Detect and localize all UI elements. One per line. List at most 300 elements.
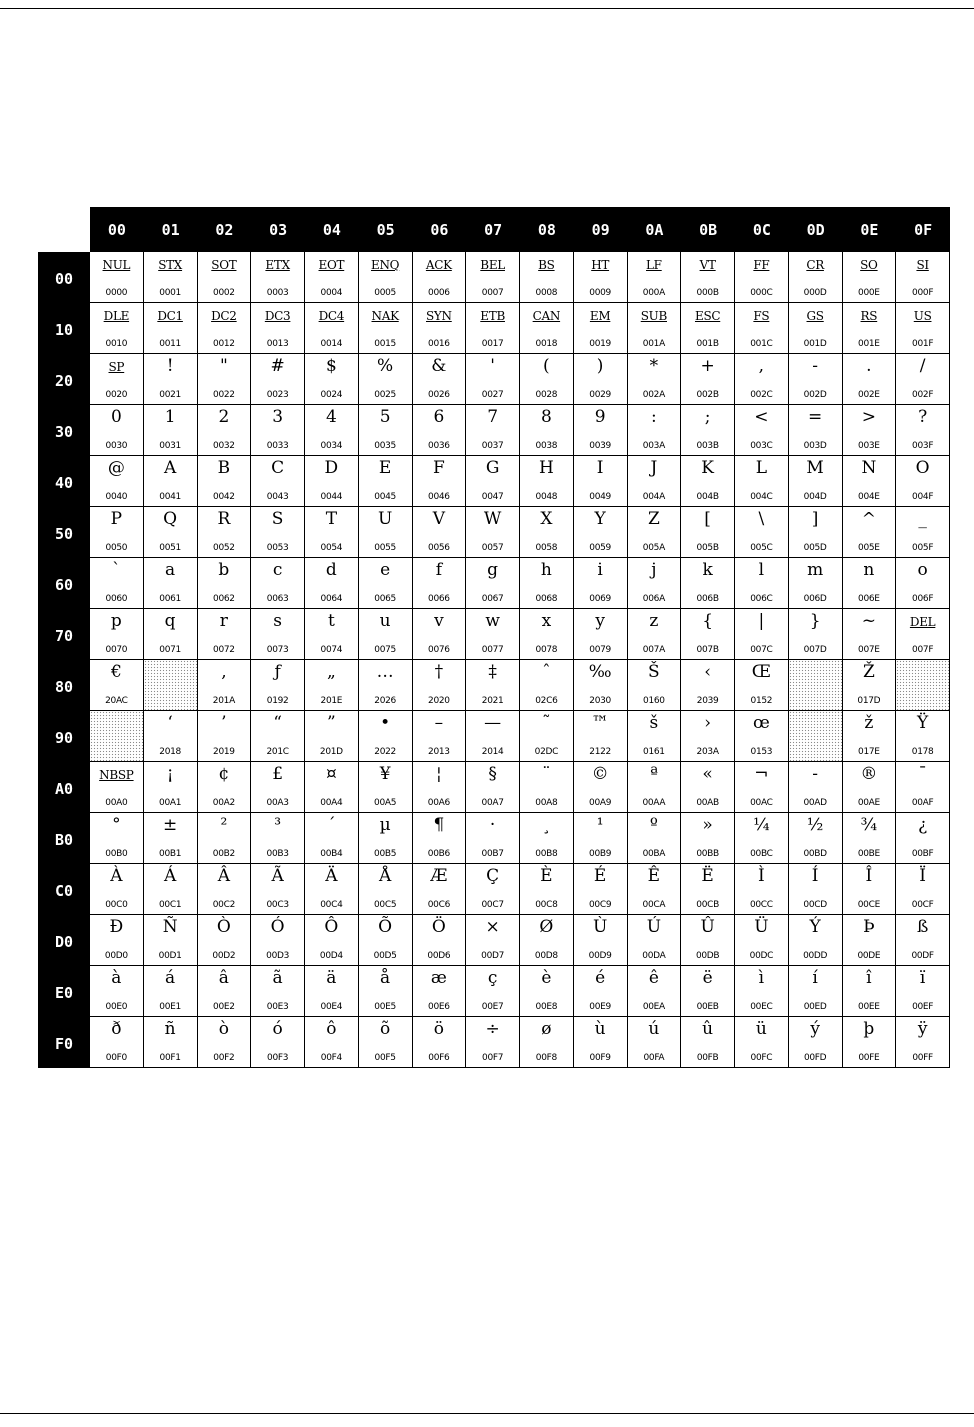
character-glyph: ¯	[918, 764, 927, 784]
character-glyph: À	[110, 866, 123, 886]
code-cell	[735, 456, 789, 507]
code-cell	[305, 915, 359, 966]
unicode-value: 0028	[535, 390, 558, 400]
unicode-value: 0022	[213, 390, 235, 400]
unicode-value: 00FF	[912, 1053, 933, 1063]
character-glyph: Ð	[109, 917, 124, 937]
code-cell	[789, 558, 843, 609]
row-header: E0	[38, 966, 90, 1017]
code-cell	[144, 762, 198, 813]
code-cell	[144, 711, 198, 762]
code-cell	[198, 660, 252, 711]
code-cell	[413, 507, 467, 558]
code-cell	[251, 303, 305, 354]
code-cell	[144, 507, 198, 558]
character-glyph: ¥	[379, 764, 391, 784]
unicode-value: 201D	[319, 747, 343, 757]
character-glyph: +	[700, 356, 715, 376]
undefined-code-cell	[789, 711, 843, 762]
code-cell	[735, 915, 789, 966]
code-cell	[735, 405, 789, 456]
unicode-value: 00D0	[104, 951, 128, 961]
unicode-value: 00B9	[589, 849, 612, 859]
unicode-value: 0000	[105, 288, 128, 298]
unicode-value: 0027	[481, 390, 504, 400]
code-cell	[198, 303, 252, 354]
unicode-value: 006D	[803, 594, 827, 604]
unicode-value: 00BE	[857, 849, 880, 859]
code-cell	[251, 354, 305, 405]
code-cell	[251, 558, 305, 609]
code-cell	[413, 252, 467, 303]
unicode-value: 00C6	[427, 900, 450, 910]
control-code-name: CAN	[532, 309, 561, 323]
unicode-value: 0045	[374, 492, 396, 502]
row-header: D0	[38, 915, 90, 966]
unicode-value: 0056	[428, 543, 450, 553]
unicode-value: 203A	[696, 747, 719, 757]
unicode-value: 0003	[266, 288, 289, 298]
character-glyph: Þ	[863, 917, 875, 937]
code-cell	[628, 813, 682, 864]
unicode-value: 0046	[428, 492, 450, 502]
code-cell	[896, 456, 950, 507]
row-header: 30	[38, 405, 90, 456]
unicode-value: 0071	[159, 645, 181, 655]
code-cell	[574, 1017, 628, 1068]
unicode-value: 00E7	[481, 1002, 504, 1012]
character-glyph: ¿	[918, 815, 928, 835]
code-cell	[843, 864, 897, 915]
character-glyph: ¼	[753, 815, 770, 835]
column-header: 0C	[735, 207, 789, 252]
character-glyph: Ï	[919, 866, 926, 886]
unicode-value: 00AC	[750, 798, 773, 808]
control-code-name: CR	[806, 258, 824, 272]
unicode-value: 00EA	[642, 1002, 665, 1012]
character-glyph: h	[540, 560, 552, 580]
code-cell	[251, 864, 305, 915]
character-glyph: n	[863, 560, 875, 580]
unicode-value: 0041	[159, 492, 181, 502]
control-code-name: ESC	[694, 309, 721, 323]
unicode-value: 2026	[374, 696, 396, 706]
character-glyph: †	[434, 662, 444, 682]
code-cell	[359, 813, 413, 864]
character-glyph: =	[808, 407, 823, 427]
unicode-value: 00B4	[320, 849, 343, 859]
code-cell	[413, 864, 467, 915]
unicode-value: 000E	[858, 288, 880, 298]
unicode-value: 005E	[858, 543, 880, 553]
character-glyph: º	[649, 815, 658, 835]
character-glyph: °	[112, 815, 121, 835]
code-cell	[735, 762, 789, 813]
control-code-name: NAK	[371, 309, 399, 323]
character-glyph: ¡	[166, 764, 174, 784]
unicode-value: 00D9	[588, 951, 612, 961]
unicode-value: 0015	[374, 339, 396, 349]
code-cell	[628, 507, 682, 558]
character-glyph: Ë	[701, 866, 714, 886]
code-cell	[843, 711, 897, 762]
unicode-value: 000B	[696, 288, 719, 298]
row-header: 00	[38, 252, 90, 303]
character-glyph: ç	[487, 968, 498, 988]
unicode-value: 017D	[857, 696, 881, 706]
character-glyph: è	[541, 968, 552, 988]
character-glyph: s	[273, 611, 282, 631]
column-header: 0A	[628, 207, 682, 252]
character-glyph: R	[217, 509, 231, 529]
unicode-value: 0078	[535, 645, 558, 655]
unicode-value: 00C2	[212, 900, 235, 910]
row-header: F0	[38, 1017, 90, 1068]
unicode-value: 001F	[912, 339, 934, 349]
unicode-value: 00B3	[266, 849, 289, 859]
code-cell	[681, 354, 735, 405]
unicode-value: 0042	[213, 492, 235, 502]
control-code-name: DC4	[318, 309, 345, 323]
character-glyph: ý	[810, 1019, 820, 1039]
character-glyph: o	[917, 560, 928, 580]
code-cell	[520, 711, 574, 762]
column-header: 00	[90, 207, 144, 252]
column-header: 0F	[896, 207, 950, 252]
unicode-value: 004B	[696, 492, 719, 502]
character-glyph: á	[165, 968, 176, 988]
control-code-name: DLE	[103, 309, 130, 323]
code-cell	[198, 762, 252, 813]
character-glyph: 6	[433, 407, 445, 427]
character-glyph: ö	[433, 1019, 444, 1039]
character-glyph: ²	[220, 815, 228, 835]
unicode-value: 00CA	[642, 900, 666, 910]
code-cell	[789, 609, 843, 660]
code-cell	[789, 1017, 843, 1068]
character-glyph: E	[378, 458, 392, 478]
control-code-name: ACK	[425, 258, 452, 272]
code-cell	[574, 864, 628, 915]
unicode-value: 00B5	[374, 849, 397, 859]
code-cell	[305, 1017, 359, 1068]
unicode-value: 0023	[266, 390, 289, 400]
control-code-name: EOT	[318, 258, 345, 272]
character-glyph: Ã	[271, 866, 284, 886]
character-glyph: š	[649, 713, 659, 733]
character-glyph: Õ	[378, 917, 393, 937]
character-glyph: »	[702, 815, 713, 835]
code-cell	[628, 558, 682, 609]
character-glyph: ð	[111, 1019, 122, 1039]
unicode-value: 2122	[589, 747, 611, 757]
character-glyph: œ	[752, 713, 770, 733]
unicode-value: 0160	[643, 696, 665, 706]
character-glyph: ß	[916, 917, 929, 937]
unicode-value: 004E	[858, 492, 880, 502]
character-glyph: 4	[325, 407, 337, 427]
unicode-value: 00F0	[105, 1053, 127, 1063]
character-glyph: ª	[649, 764, 658, 784]
code-cell	[520, 507, 574, 558]
unicode-value: 00A6	[427, 798, 450, 808]
control-code-name: NUL	[102, 258, 131, 272]
unicode-value: 000D	[803, 288, 827, 298]
unicode-value: 0048	[535, 492, 558, 502]
character-glyph: þ	[863, 1019, 875, 1039]
control-code-name: SI	[916, 258, 929, 272]
character-glyph: (	[543, 356, 550, 376]
character-glyph: ñ	[164, 1019, 176, 1039]
code-cell	[520, 354, 574, 405]
unicode-value: 0079	[589, 645, 611, 655]
code-cell	[843, 609, 897, 660]
code-cell	[198, 507, 252, 558]
unicode-value: 0001	[159, 288, 181, 298]
column-header: 06	[413, 207, 467, 252]
code-cell	[681, 252, 735, 303]
code-cell	[843, 915, 897, 966]
character-glyph: «	[702, 764, 713, 784]
control-code-name: ETB	[480, 309, 505, 323]
unicode-value: 0060	[105, 594, 128, 604]
unicode-value: 0008	[535, 288, 558, 298]
character-glyph: 7	[487, 407, 499, 427]
code-cell	[520, 762, 574, 813]
unicode-value: 0161	[643, 747, 665, 757]
unicode-value: 004C	[750, 492, 773, 502]
unicode-value: 0029	[589, 390, 611, 400]
character-glyph: ž	[864, 713, 874, 733]
unicode-value: 007E	[858, 645, 880, 655]
unicode-value: 2018	[159, 747, 181, 757]
code-cell	[896, 252, 950, 303]
character-glyph: {	[702, 611, 714, 631]
code-cell	[735, 1017, 789, 1068]
unicode-value: 00DB	[695, 951, 720, 961]
unicode-value: 005D	[803, 543, 827, 553]
unicode-value: 2014	[481, 747, 504, 757]
code-cell	[144, 252, 198, 303]
unicode-value: 00F1	[159, 1053, 181, 1063]
code-cell	[574, 252, 628, 303]
unicode-value: 007A	[642, 645, 665, 655]
character-glyph: Ž	[862, 662, 875, 682]
unicode-value: 00C9	[588, 900, 612, 910]
code-cell	[144, 456, 198, 507]
character-glyph: ä	[326, 968, 337, 988]
code-cell	[90, 864, 144, 915]
code-cell	[735, 660, 789, 711]
unicode-value: 0026	[428, 390, 450, 400]
character-glyph: b	[218, 560, 230, 580]
code-cell	[843, 660, 897, 711]
character-code-table	[38, 207, 950, 1068]
character-glyph: Æ	[430, 866, 448, 886]
control-code-name: FS	[753, 309, 770, 323]
code-cell	[520, 864, 574, 915]
code-cell	[789, 762, 843, 813]
column-header: 0E	[843, 207, 897, 252]
control-code-name: BEL	[480, 258, 505, 272]
unicode-value: 002E	[858, 390, 880, 400]
unicode-value: 0064	[320, 594, 343, 604]
undefined-code-cell	[789, 660, 843, 711]
character-glyph: 0	[110, 407, 122, 427]
unicode-value: 00F4	[320, 1053, 342, 1063]
unicode-value: 003C	[750, 441, 773, 451]
character-glyph: L	[755, 458, 768, 478]
code-cell	[305, 762, 359, 813]
character-glyph: T	[325, 509, 338, 529]
code-cell	[681, 558, 735, 609]
code-cell	[628, 966, 682, 1017]
control-code-name: SP	[108, 360, 125, 374]
character-glyph: U	[377, 509, 393, 529]
character-glyph: é	[595, 968, 606, 988]
unicode-value: 00E6	[428, 1002, 450, 1012]
unicode-value: 0014	[320, 339, 343, 349]
unicode-value: 0192	[266, 696, 289, 706]
unicode-value: 0055	[374, 543, 396, 553]
code-cell	[843, 456, 897, 507]
row-header: A0	[38, 762, 90, 813]
undefined-code-cell	[90, 711, 144, 762]
code-cell	[305, 864, 359, 915]
code-cell	[198, 354, 252, 405]
character-glyph: ¨	[542, 764, 551, 784]
code-cell	[574, 303, 628, 354]
row-header: 70	[38, 609, 90, 660]
character-glyph: å	[380, 968, 391, 988]
control-code-name: ENQ	[371, 258, 400, 272]
code-cell	[574, 966, 628, 1017]
unicode-value: 005A	[642, 543, 665, 553]
control-code-name: FF	[753, 258, 770, 272]
code-cell	[466, 252, 520, 303]
unicode-value: 00C0	[105, 900, 128, 910]
character-glyph: *	[649, 356, 659, 376]
unicode-value: 0039	[589, 441, 611, 451]
unicode-value: 00F2	[213, 1053, 235, 1063]
code-cell	[359, 507, 413, 558]
character-glyph: e	[380, 560, 391, 580]
code-cell	[413, 762, 467, 813]
character-glyph: “	[273, 713, 282, 733]
unicode-value: 0069	[589, 594, 611, 604]
code-cell	[466, 1017, 520, 1068]
character-glyph: Ù	[592, 917, 608, 937]
character-glyph: ·	[489, 815, 496, 835]
code-cell	[843, 558, 897, 609]
code-cell	[896, 864, 950, 915]
code-cell	[789, 966, 843, 1017]
unicode-value: 00AB	[696, 798, 719, 808]
character-glyph: Ö	[431, 917, 446, 937]
unicode-value: 0052	[213, 543, 235, 553]
unicode-value: 0006	[428, 288, 450, 298]
character-glyph: 9	[594, 407, 606, 427]
character-glyph: Ó	[270, 917, 285, 937]
code-cell	[681, 507, 735, 558]
character-glyph: ú	[648, 1019, 660, 1039]
code-cell	[90, 813, 144, 864]
character-glyph: Ø	[539, 917, 554, 937]
character-glyph: Ê	[647, 866, 661, 886]
code-cell	[896, 558, 950, 609]
code-cell	[628, 456, 682, 507]
code-cell	[90, 456, 144, 507]
unicode-value: 2021	[481, 696, 504, 706]
code-cell	[413, 456, 467, 507]
code-cell	[198, 558, 252, 609]
character-glyph: ï	[919, 968, 926, 988]
code-cell	[359, 711, 413, 762]
character-glyph: ^	[861, 509, 876, 529]
code-cell	[789, 915, 843, 966]
code-cell	[413, 660, 467, 711]
character-glyph: 5	[379, 407, 391, 427]
character-glyph: v	[434, 611, 444, 631]
unicode-value: 003B	[696, 441, 719, 451]
row-header: 40	[38, 456, 90, 507]
code-cell	[843, 1017, 897, 1068]
unicode-value: 0007	[481, 288, 504, 298]
unicode-value: 006F	[912, 594, 934, 604]
code-cell	[735, 354, 789, 405]
character-glyph: É	[593, 866, 607, 886]
unicode-value: 00B1	[159, 849, 182, 859]
character-glyph: ù	[594, 1019, 606, 1039]
unicode-value: 0002	[213, 288, 235, 298]
unicode-value: 00CF	[911, 900, 934, 910]
column-header: 09	[574, 207, 628, 252]
unicode-value: 007B	[696, 645, 719, 655]
character-glyph: ô	[326, 1019, 337, 1039]
character-glyph: )	[596, 356, 604, 376]
character-glyph: @	[107, 458, 125, 478]
character-glyph: ™	[591, 713, 609, 733]
code-cell	[789, 813, 843, 864]
character-glyph: P	[110, 509, 123, 529]
code-cell	[90, 303, 144, 354]
unicode-value: 0066	[428, 594, 450, 604]
character-glyph: u	[379, 611, 391, 631]
character-glyph: -	[812, 764, 818, 784]
unicode-value: 006C	[750, 594, 773, 604]
character-glyph: µ	[379, 815, 391, 835]
code-cell	[305, 252, 359, 303]
code-cell	[681, 660, 735, 711]
code-cell	[520, 456, 574, 507]
unicode-value: 0012	[213, 339, 235, 349]
unicode-value: 00B2	[212, 849, 235, 859]
code-cell	[681, 711, 735, 762]
table-corner	[38, 207, 90, 252]
code-cell	[628, 915, 682, 966]
code-cell	[896, 405, 950, 456]
code-cell	[735, 711, 789, 762]
code-cell	[520, 252, 574, 303]
control-code-name: DC3	[264, 309, 291, 323]
code-cell	[896, 1017, 950, 1068]
unicode-value: 2019	[213, 747, 235, 757]
unicode-value: 005C	[750, 543, 773, 553]
code-cell	[843, 507, 897, 558]
character-glyph: Á	[163, 866, 177, 886]
character-glyph: x	[541, 611, 552, 631]
code-cell	[628, 660, 682, 711]
